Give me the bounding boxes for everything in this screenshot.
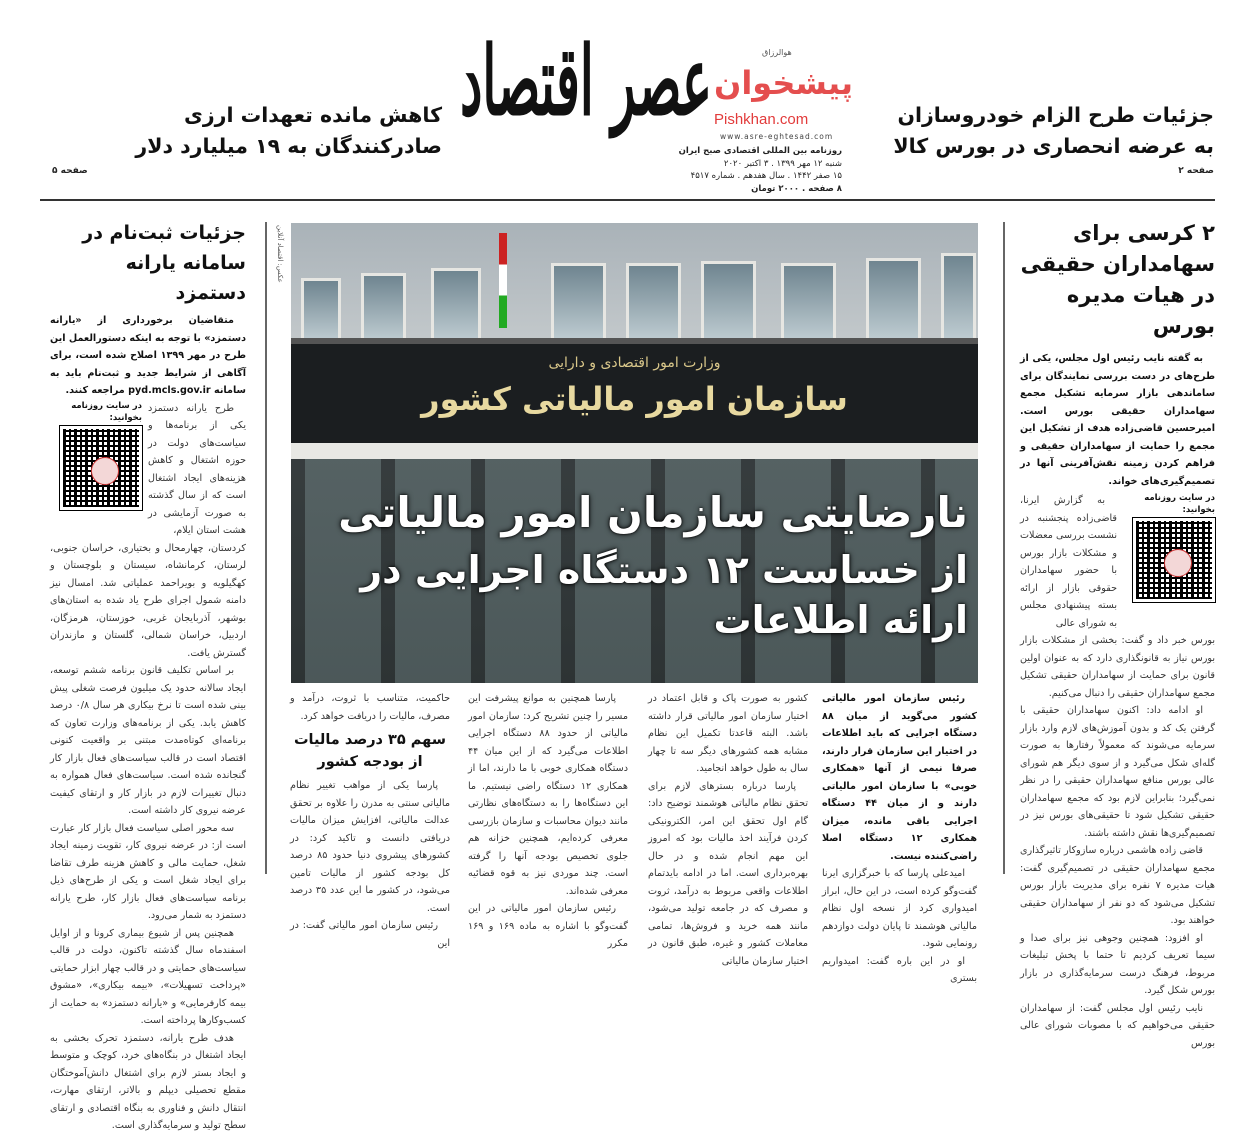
paragraph: امیدعلی پارسا که با خبرگزاری ایرنا گفت‌وگو کرده است، در این حال، ابراز امیدواری کرد از نسخه اول نظام مالیاتی هوشمند تا پایان دولت دوازدهم رونمایی شود. [822,868,977,949]
top-right-headline[interactable]: جزئیات طرح الزام خودروسازان به عرضه انحصاری در بورس کالا [893,103,1214,158]
paragraph: پارسا یکی از مواهب تغییر نظام مالیاتی سنتی به مدرن را علاوه بر تحقق عدالت مالیاتی، افزایش میزان مالیات دریافتی دانست و تاکید کرد: در کشورهای پیشروی دنیا حدود ۸۵ درصد کل بودجه کشور از مالیات تامین می‌شود، در کشور ما این عدد ۳۵ درصد است. [290,780,451,914]
photo-credit: عکس: اقتصاد آنلاین [276,225,284,283]
sign-agency-text: سازمان امور مالیاتی کشور [421,380,848,418]
left-column-story [50,218,246,1135]
right-column-story [1020,218,1215,1052]
qr-label: در سایت روزنامه بخوانید: [1144,493,1215,515]
website: www.asre-eghtesad.com [720,132,834,141]
paragraph: سه محور اصلی سیاست فعال بازار کار عبارت است از: در عرضه نیروی کار، تقویت زمینه ایجاد شغل، حمایت مالی و کاهش هزینه طرف تقاضا برای ایجاد شغل است و یکی از طرح‌های ذیل برنامه سیاست‌های فعال بازار کار، طرح یارانه دستمزد به شمار می‌رود. [50,822,246,921]
main-headline-line-1[interactable]: نارضایتی سازمان امور مالیاتی [338,488,968,537]
right-story-lead: به گفته نایب رئیس اول مجلس، یکی از طرح‌های در دست بررسی نمایندگان برای ساماندهی بازار سرمایه تشکیل مجمع سهامداران حقیقی بورس است. امیرحسین قاضی‌زاده هدف از تشکیل این مجمع را حمایت از سهامداران حقیقی و فراهم کردن زمینه نقش‌آفرینی آنها در تصمیم‌گیری‌های خواند. [1020,353,1215,487]
paragraph: همچنین پس از شیوع بیماری کرونا و از اوایل اسفندماه سال گذشته تاکنون، دولت در قالب سیاست‌های حمایتی و در قالب چهار ابزار حمایتی «پرداخت تسهیلات»، «بیمه بیکاری»، «مشوق بیمه کارفرمایی» و «یارانه دستمزد» به حمایت از کسب‌وکارها پرداخته است. [50,927,246,1026]
agency-sign [291,338,978,443]
main-headline [301,485,968,645]
main-story-lead: رئیس سازمان امور مالیاتی کشور می‌گوید از میان ۸۸ دستگاه اجرایی که باید اطلاعات در اختیار این سازمان قرار دارند، صرفا نیمی از آنها «همکاری خوبی» با سازمان امور مالیاتی دارند و از میان ۴۴ دستگاه اجرایی باقی مانده، میزان همکاری ۱۲ دستگاه اصلا راضی‌کننده نیست. [822,693,977,862]
paragraph: او ادامه داد: اکنون سهامداران حقیقی با گرفتن یک کد و بدون آموزش‌های لازم وارد بازار سرمایه می‌شوند که معمولاً رفتارها به صورت گله‌ای شکل می‌گیرد و از سوی دیگر هم شورای عالی بورس منافع سهامداران حقیقی را در نظر نمی‌گیرد؛ بنابراین لازم بود که مجمع سهامداران حقیقی تشکیل شود تا حقیقی‌های بورس نیز در تصمیم‌گیری‌ها نقش داشته باشند. [1020,705,1215,839]
paragraph: کردستان، چهارمحال و بختیاری، خراسان جنوبی، لرستان، کرمانشاه، سیستان و بلوچستان و کهگیلویه و بویراحمد عملیاتی شد. امسال نیز دامنه شمول اجرای طرح یاد شده به استان‌های بوشهر، آذربایجان غربی، خوزستان، هرمزگان، اردبیل، خراسان شمالی، گلستان و مازندران گسترش یافت. [50,542,246,659]
main-story-subhead: سهم ۳۵ درصد مالیات از بودجه کشور [293,732,447,770]
right-column-divider [1003,222,1005,874]
paragraph: کشور به صورت پاک و قابل اعتماد در اختیار سازمان امور مالیاتی قرار داشته باشد. البته قاعدتا تکمیل این نظام مشابه همه کشورهای دیگر سه تا چهار سال به طول خواهد انجامید. [648,693,808,774]
masthead-divider [40,199,1215,201]
paragraph: هدف طرح یارانه، دستمزد تحرک بخشی به ایجاد اشتغال در بنگاه‌های خرد، کوچک و متوسط و ایجاد بستر لازم برای اشتغال دانش‌آموختگان مقطع تحصیلی دیپلم و بالاتر، ارتقای مهارت، انتقال دانش و فناوری به بنگاه اقتصادی و ارتقای سطح تولید و سرمایه‌گذاری است. [50,1032,246,1131]
issue-line: ۱۵ صفر ۱۴۴۲ . سال هفدهم . شماره ۴۵۱۷ [690,171,842,181]
qr-code[interactable] [60,426,142,510]
right-story-body [1020,632,1215,1052]
pishkhan-watermark-site: Pishkhan.com [714,111,809,128]
paragraph: او در این باره گفت: امیدواریم بستری [822,955,977,984]
right-story-headline[interactable]: ۲ کرسی برای سهامداران حقیقی در هیات مدیره بورس [1020,221,1215,338]
paragraph: او افزود: همچنین وجوهی نیز برای صدا و سیما تعریف کردیم تا حتما با پخش تبلیغات مربوط، فرهنگ درست سرمایه‌گذاری در بازار بورس شکل گیرد. [1020,932,1215,996]
paragraph: حاکمیت، متناسب با ثروت، درآمد و مصرف، مالیات را دریافت خواهد کرد. [290,693,450,722]
masthead [460,22,854,200]
top-right-teaser [874,100,1214,176]
left-column-divider [265,222,267,874]
newspaper-logo: عصر اقتصاد [460,24,712,137]
tagline: روزنامه بین المللی اقتصادی صبح ایران [678,146,842,156]
date-line: شنبه ۱۲ مهر ۱۳۹۹ . ۳ اکتبر ۲۰۲۰ [723,158,842,169]
main-headline-line-2[interactable]: از خساست ۱۲ دستگاه اجرایی در ارائه اطلاعات [360,548,968,642]
paragraph: رئیس سازمان امور مالیاتی در این گفت‌وگو با اشاره به ماده ۱۶۹ و ۱۶۹ مکرر [468,903,628,949]
right-story-side-text: به گزارش ایرنا، قاضی‌زاده پنجشنبه در نشست بررسی معضلات و مشکلات بازار بورس با حضور سهامداران حقوقی بازار از ارائه بسته پیشنهادی مجلس به شورای عالی [1020,495,1117,629]
top-left-teaser [52,100,442,176]
sign-ministry-text: وزارت امور اقتصادی و دارایی [548,355,721,371]
paragraph: بورس خبر داد و گفت: بخشی از مشکلات بازار بورس نیاز به قانونگذاری دارد که به عنوان اولین قانون برای حمایت از سهامداران حقیقی تشکیل مجمع سهامداران حقیقی را دنبال می‌کنیم. [1020,635,1215,699]
main-story-col-4 [290,690,450,952]
paragraph: پارسا درباره بسترهای لازم برای تحقق نظام مالیاتی هوشمند توضیح داد: گام اول تحقق این امر، الکترونیکی کردن فرآیند اخذ مالیات بود که امروز این مهم انجام شده و در حال بهره‌برداری است. اما در ادامه بایدتمام اطلاعات واقعی مربوط به درآمد، ثروت و مصرف که در جامعه تولید می‌شود، مانند همه خرید و فروش‌ها، تمامی معاملات کشور و غیره، طبق قانون در اختیار سازمان مالیاتی [648,780,808,967]
left-story-side-text: طرح یارانه دستمزد یکی از برنامه‌ها و سیاست‌های دولت در حوزه اشتغال و کاهش هزینه‌های ایجاد اشتغال است که از سال گذشته به صورت آزمایشی در هشت استان ایلام، [148,402,246,536]
left-story-body [50,540,246,1135]
paragraph: قاضی زاده هاشمی درباره سازوکار تاثیرگذاری مجمع سهامداران حقیقی در تصمیم‌گیری گفت: هیات مدیره ۷ نفره برای مدیریت بازار بورس تشکیل می‌شود که دو نفر از سهامداران حقیقی خواهند بود. [1020,845,1215,926]
left-story-headline[interactable]: جزئیات ثبت‌نام در سامانه یارانه دستمزد [82,222,246,304]
qr-label: در سایت روزنامه بخوانید: [71,400,142,423]
price-line: ۸ صفحه . ۲۰۰۰ تومان [751,183,842,194]
pishkhan-watermark: پیشخوان [714,64,854,102]
main-story-col-3 [468,690,628,953]
top-left-headline[interactable]: کاهش مانده تعهدات ارزی صادرکنندگان به ۱۹ میلیارد دلار [135,103,442,158]
main-story-col-1 [822,690,977,988]
main-story-photo[interactable] [291,223,978,683]
paragraph: پارسا همچنین به موانع پیشرفت این مسیر را چنین تشریح کرد: سازمان امور مالیاتی از حدود ۸۸ دستگاه اجرایی اطلاعات می‌گیرد که از این میان ۴۴ دستگاه همکاری خوبی با ما دارند، اما از همکاری ۱۲ دستگاه راضی نیستیم. ما این دستگاه‌ها را به دستگاه‌های نظارتی مانند دیوان محاسبات و سازمان بازرسی معرفی کرده‌ایم، همچنین خزانه هم جلوی تخصیص بودجه آنها را گرفته است. چند موردی نیز به قوه قضائیه معرفی شده‌اند. [468,693,628,897]
top-right-page-ref: صفحه ۲ [1178,166,1214,176]
paragraph: بر اساس تکلیف قانون برنامه ششم توسعه، ایجاد سالانه حدود یک میلیون فرصت شغلی پیش بینی شده است تا نرخ بیکاری هر سال ۰/۸ درصد کاهش یابد. یکی از برنامه‌های وزارت تعاون که برنامه‌ای کوتاه‌مدت مبتنی بر واقعیت کنونی اقتصاد است در قالب سیاست‌های فعال بازار کار گنجانده شده است. سیاست‌های فعال همواره به دنبال تغییرات لازم در بازار کار و ارتقای کیفیت عرضه نیروی کار داشته است. [50,665,247,816]
blessing-text: هوالرزاق [762,48,792,57]
paragraph: نایب رئیس اول مجلس گفت: از سهامداران حقیقی می‌خواهیم که با مصوبات شورای عالی بورس [1020,1002,1215,1049]
paragraph: رئیس سازمان امور مالیاتی گفت: در این [290,920,450,949]
left-story-lead: متقاضیان برخورداری از «یارانه دستمزد» با توجه به اینکه دستورالعمل این طرح در مهر ۱۳۹۹ اصلاح شده است، برای آگاهی از شرایط جدید و ثبت‌نام باید به سامانه pyd.mcls.gov.ir مراجعه کنند. [50,315,246,396]
top-left-page-ref: صفحه ۵ [52,166,88,176]
main-story-col-2 [648,690,808,970]
qr-code[interactable] [1133,518,1215,602]
